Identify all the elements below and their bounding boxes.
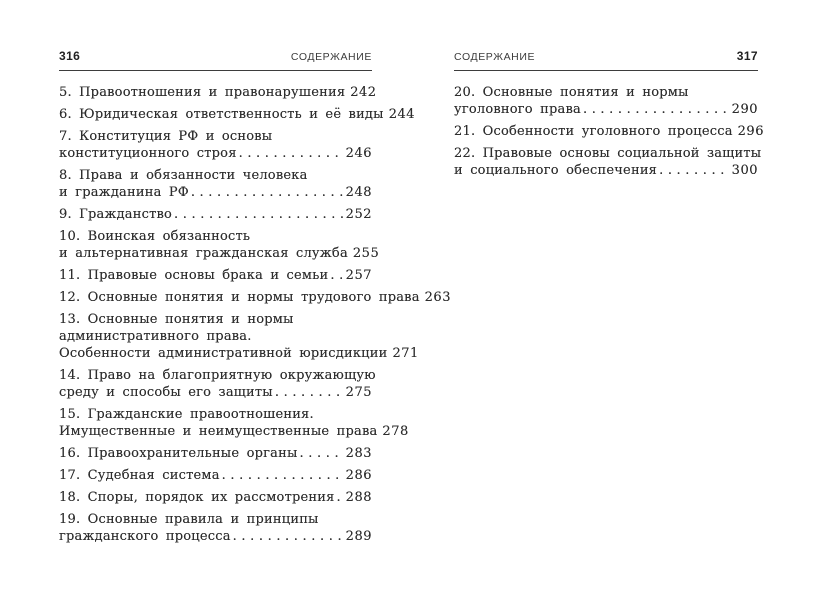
dot-leader	[191, 184, 343, 201]
dot-leader	[300, 445, 343, 462]
page-header	[59, 49, 372, 71]
toc-entry	[59, 511, 372, 545]
toc-entry-text: уголовного права	[454, 102, 581, 117]
toc-entry-text: 9. Гражданство	[59, 207, 173, 222]
toc-entry-pagenum: 248	[345, 185, 372, 200]
toc-entry-text: 17. Судебная система	[59, 468, 220, 483]
toc-entry	[59, 167, 372, 201]
toc-line	[59, 406, 372, 423]
toc-line	[59, 228, 372, 245]
toc-line	[59, 145, 372, 162]
dot-leader	[233, 528, 343, 545]
toc-line	[59, 267, 372, 284]
toc-entry-pagenum: 263	[424, 290, 451, 305]
toc-entry-pagenum: 286	[345, 468, 372, 483]
toc-entry-text: 8. Права и обязанности человека	[59, 168, 308, 183]
running-title: СОДЕРЖАНИЕ	[290, 51, 372, 63]
toc-line	[59, 445, 372, 462]
toc-entry-text: и альтернативная гражданская служба	[59, 246, 348, 261]
toc-entry-text: 18. Споры, порядок их рассмотрения	[59, 490, 335, 505]
toc-entry-pagenum: 246	[345, 146, 372, 161]
dot-leader	[239, 145, 343, 162]
toc-line	[59, 289, 451, 306]
toc-entry-text: Имущественные и неимущественные права	[59, 424, 378, 439]
toc-entry-text: и социального обеспечения	[454, 163, 658, 178]
toc-line	[59, 106, 416, 123]
toc-line	[59, 511, 372, 528]
toc-line	[59, 184, 372, 201]
toc-entry-text: конституционного строя	[59, 146, 237, 161]
toc-line	[59, 467, 372, 484]
page-number: 316	[59, 49, 81, 63]
toc-line	[59, 345, 419, 362]
toc-entry	[59, 289, 451, 306]
toc-line	[59, 167, 372, 184]
toc-entry-text: 14. Право на благоприятную окружающую	[59, 368, 376, 383]
toc-entry-pagenum: 296	[737, 124, 764, 139]
toc-entries-1	[454, 71, 764, 179]
toc-entry-pagenum: 290	[731, 102, 758, 117]
toc-entry-text: 12. Основные понятия и нормы трудового права	[59, 290, 420, 305]
toc-entry-text: 13. Основные понятия и нормы	[59, 312, 294, 327]
toc-entry-text: 7. Конституция РФ и основы	[59, 129, 273, 144]
toc-entry-text: среду и способы его защиты	[59, 385, 273, 400]
toc-entry-text: 6. Юридическая ответственность и её виды	[59, 107, 384, 122]
toc-line	[59, 384, 372, 401]
toc-entry-text: 22. Правовые основы социальной защиты	[454, 146, 762, 161]
toc-entry-text: гражданского процесса	[59, 529, 231, 544]
toc-entry	[59, 489, 372, 506]
toc-line	[59, 528, 372, 545]
page-number: 317	[736, 49, 758, 63]
toc-entry	[59, 228, 380, 262]
toc-entry-pagenum: 244	[388, 107, 416, 122]
toc-entry-text: 19. Основные правила и принципы	[59, 512, 319, 527]
toc-entry-text: 20. Основные понятия и нормы	[454, 85, 689, 100]
toc-entry-text: 15. Гражданские правоотношения.	[59, 407, 314, 422]
toc-entry	[59, 106, 416, 123]
toc-entry-text: 5. Правоотношения и правонарушения	[59, 85, 346, 100]
toc-entry-text: 11. Правовые основы брака и семьи	[59, 268, 329, 283]
toc-line	[454, 145, 762, 162]
dot-leader	[222, 467, 343, 484]
running-title: СОДЕРЖАНИЕ	[454, 51, 536, 63]
toc-entry-pagenum: 300	[731, 163, 758, 178]
book-page-right	[454, 49, 764, 184]
toc-entries-0	[59, 71, 451, 545]
dot-leader	[583, 101, 729, 118]
toc-entry-text: и гражданина РФ	[59, 185, 189, 200]
toc-entry-pagenum: 257	[345, 268, 372, 283]
toc-entry-pagenum: 252	[345, 207, 372, 222]
dot-leader	[275, 384, 343, 401]
toc-entry-pagenum: 283	[345, 446, 372, 461]
toc-entry-text: 21. Особенности уголовного процесса	[454, 124, 733, 139]
toc-entry	[59, 467, 372, 484]
toc-entry-pagenum: 289	[345, 529, 372, 544]
toc-entry	[59, 367, 376, 401]
toc-line	[59, 128, 372, 145]
toc-line	[59, 84, 377, 101]
toc-entry-pagenum: 271	[392, 346, 419, 361]
toc-entry	[59, 406, 409, 440]
dot-leader	[330, 267, 342, 284]
toc-entry-pagenum: 275	[345, 385, 372, 400]
toc-entry	[454, 84, 758, 118]
toc-entry-text: административного права.	[59, 329, 252, 344]
toc-line	[59, 311, 372, 328]
toc-entry-text: 10. Воинская обязанность	[59, 229, 251, 244]
dot-leader	[659, 162, 729, 179]
toc-entry-pagenum: 255	[352, 246, 380, 261]
toc-line	[454, 84, 758, 101]
toc-line	[454, 123, 764, 140]
toc-entry-pagenum: 288	[345, 490, 372, 505]
toc-line	[59, 206, 372, 223]
toc-line	[454, 162, 758, 179]
toc-entry-pagenum: 278	[382, 424, 409, 439]
toc-entry	[59, 311, 419, 362]
toc-entry	[59, 445, 372, 462]
toc-line	[59, 423, 409, 440]
toc-line	[59, 245, 380, 262]
toc-entry	[454, 123, 764, 140]
dot-leader	[174, 206, 343, 223]
toc-entry	[59, 206, 372, 223]
toc-entry-text: 16. Правоохранительные органы	[59, 446, 298, 461]
toc-line	[454, 101, 758, 118]
toc-line	[59, 328, 372, 345]
toc-entry-pagenum: 242	[350, 85, 377, 100]
toc-entry	[59, 84, 377, 101]
book-page-left	[59, 49, 451, 550]
dot-leader	[337, 489, 343, 506]
toc-entry	[59, 128, 372, 162]
toc-line	[59, 367, 376, 384]
toc-entry	[454, 145, 762, 179]
toc-line	[59, 489, 372, 506]
page-header	[454, 49, 758, 71]
toc-entry	[59, 267, 372, 284]
toc-entry-text: Особенности административной юрисдикции	[59, 346, 388, 361]
